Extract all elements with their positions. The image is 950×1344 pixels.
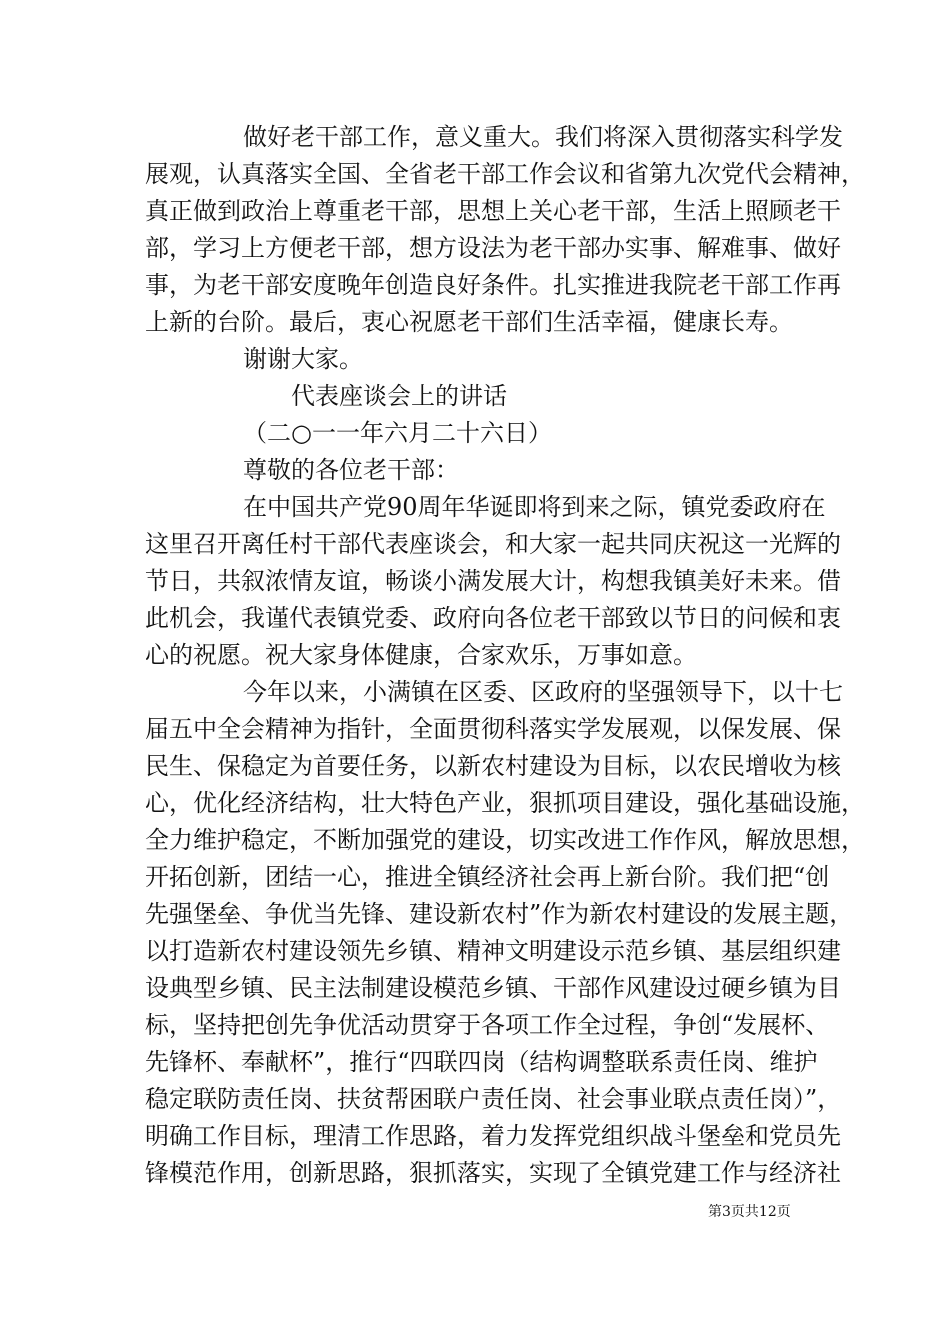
text-line-5: 事，为老干部安度晚年创造良好条件。扎实推进我院老干部工作再: [145, 271, 841, 299]
text-line-3: 真正做到政治上尊重老干部，思想上关心老干部，生活上照顾老干: [145, 197, 841, 225]
text-line-12: 这里召开离任村干部代表座谈会，和大家一起共同庆祝这一光辉的: [145, 530, 841, 558]
text-line-29: 锋模范作用，创新思路，狠抓落实，实现了全镇党建工作与经济社: [145, 1159, 841, 1187]
text-line-13: 节日，共叙浓情友谊，畅谈小满发展大计，构想我镇美好未来。借: [145, 567, 841, 595]
text-line-19: 心，优化经济结构，壮大特色产业，狠抓项目建设，强化基础设施，: [145, 789, 865, 817]
text-line-14: 此机会，我谨代表镇党委、政府向各位老干部致以节日的问候和衷: [145, 604, 841, 632]
text-line-21: 开拓创新，团结一心，推进全镇经济社会再上新台阶。我们把“创: [145, 863, 830, 891]
text-line-11: 在中国共产党90周年华诞即将到来之际，镇党委政府在: [243, 493, 826, 521]
text-line-16: 今年以来，小满镇在区委、区政府的坚强领导下，以十七: [243, 678, 843, 706]
salutation: 尊敬的各位老干部：: [243, 456, 459, 484]
text-line-6: 上新的台阶。最后，衷心祝愿老干部们生活幸福，健康长寿。: [145, 308, 793, 336]
text-line-27: 稳定联防责任岗、扶贫帮困联户责任岗、社会事业联点责任岗）”，: [145, 1085, 842, 1113]
text-line-25: 标，坚持把创先争优活动贯穿于各项工作全过程，争创“发展杯、: [145, 1011, 830, 1039]
text-line-15: 心的祝愿。祝大家身体健康，合家欢乐，万事如意。: [145, 641, 697, 669]
text-line-18: 民生、保稳定为首要任务，以新农村建设为目标，以农民增收为核: [145, 752, 841, 780]
text-line-24: 设典型乡镇、民主法制建设模范乡镇、干部作风建设过硬乡镇为目: [145, 974, 841, 1002]
text-line-20: 全力维护稳定，不断加强党的建设，切实改进工作作风，解放思想，: [145, 826, 865, 854]
text-line-22: 先强堡垒、争优当先锋、建设新农村”作为新农村建设的发展主题，: [145, 900, 854, 928]
text-line-28: 明确工作目标，理清工作思路，着力发挥党组织战斗堡垒和党员先: [145, 1122, 841, 1150]
text-line-17: 届五中全会精神为指针，全面贯彻科落实学发展观，以保发展、保: [145, 715, 841, 743]
text-line-1: 做好老干部工作，意义重大。我们将深入贯彻落实科学发: [243, 123, 843, 151]
speech-title: 代表座谈会上的讲话: [291, 382, 507, 410]
text-line-2: 展观，认真落实全国、全省老干部工作会议和省第九次党代会精神，: [145, 160, 865, 188]
text-line-26: 先锋杯、奉献杯”，推行“四联四岗（结构调整联系责任岗、维护: [145, 1048, 818, 1076]
page-number-footer: 第3页共12页: [708, 1204, 791, 1220]
speech-date: （二○一一年六月二十六日）: [243, 419, 552, 447]
text-line-4: 部，学习上方便老干部，想方设法为老干部办实事、解难事、做好: [145, 234, 841, 262]
closing-thanks: 谢谢大家。: [243, 345, 363, 373]
text-line-23: 以打造新农村建设领先乡镇、精神文明建设示范乡镇、基层组织建: [145, 937, 841, 965]
